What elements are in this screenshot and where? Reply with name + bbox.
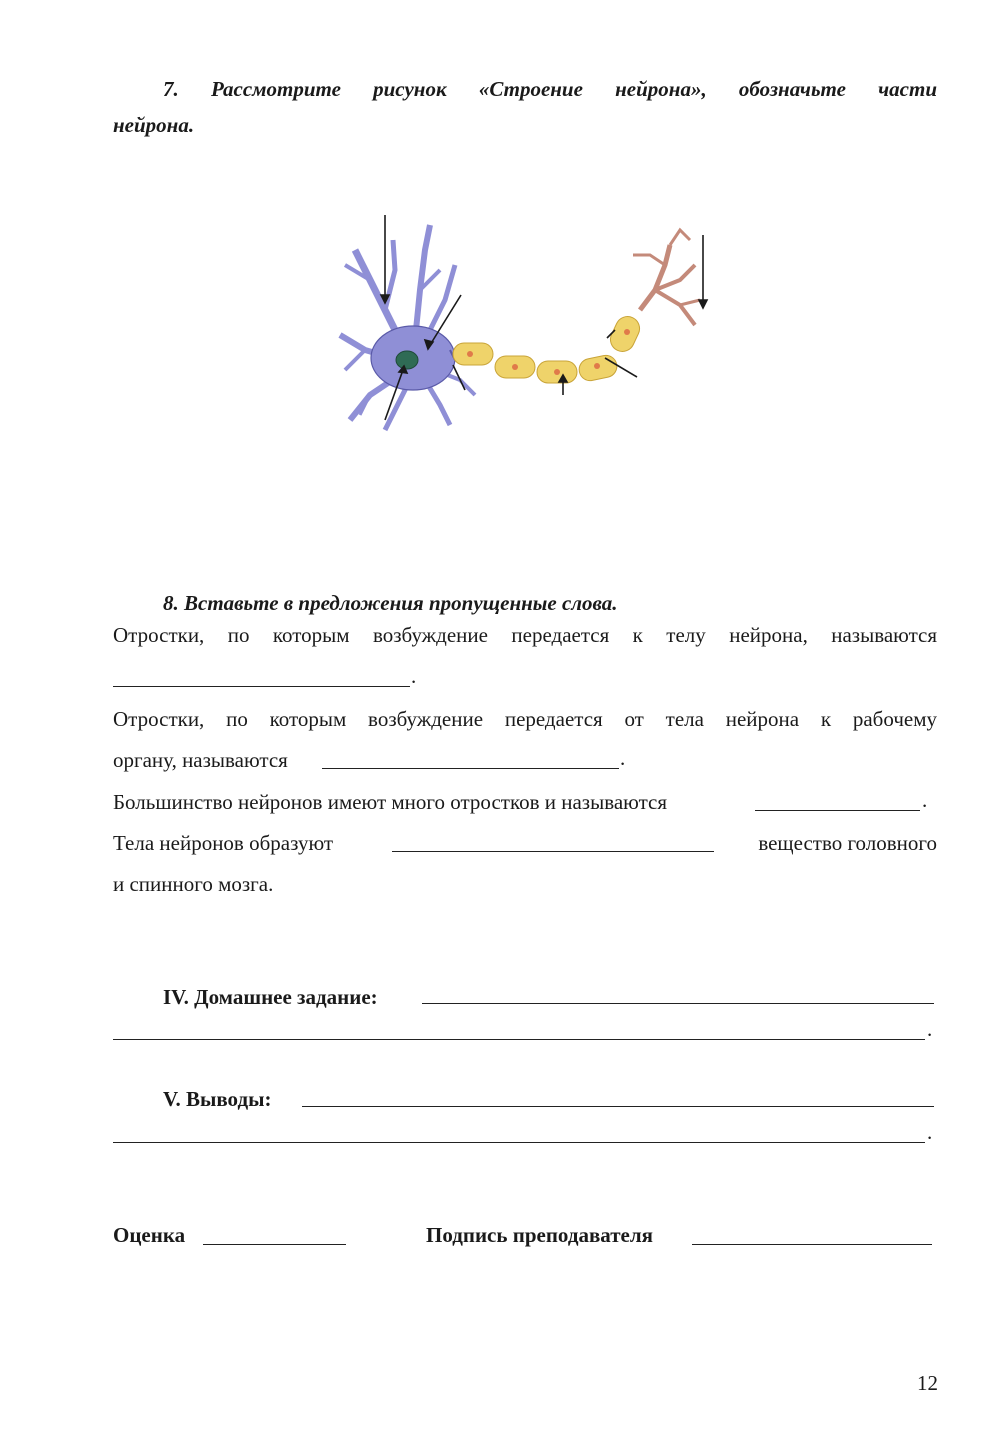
task8-s2-line1: Отростки, по которым возбуждение передается от тела нейрона к рабочему <box>113 707 937 731</box>
task7-line1 <box>113 74 937 104</box>
blank-s2[interactable] <box>322 768 619 769</box>
period-s1: . <box>411 664 417 688</box>
task8-s2-line2 <box>113 745 288 775</box>
task8-title <box>163 588 618 618</box>
task8-s3: Большинство нейронов имеют много отростков и называются <box>113 790 667 814</box>
conclusions-blank-1[interactable] <box>302 1106 934 1107</box>
task7-text-line2: нейрона. <box>113 113 195 137</box>
homework-label: IV. Домашнее задание: <box>163 985 378 1009</box>
task8-s1: Отростки, по которым возбуждение передается к телу нейрона, называются <box>113 623 937 647</box>
grade-label: Оценка <box>113 1223 186 1247</box>
task7-text-line1: Рассмотрите рисунок «Строение нейрона», обозначьте части <box>210 77 937 101</box>
task8-title-text: Вставьте в предложения пропущенные слова. <box>184 591 618 615</box>
conclusions-blank-2[interactable] <box>113 1142 925 1143</box>
signature-blank[interactable] <box>692 1244 932 1245</box>
homework-blank-1[interactable] <box>422 1003 934 1004</box>
task7-heading <box>113 74 937 140</box>
blank-s1[interactable] <box>113 686 410 687</box>
axon-terminals <box>633 230 700 325</box>
nucleus <box>396 351 418 369</box>
blank-s3[interactable] <box>755 810 920 811</box>
task8-s4-prefix: Тела нейронов образуют <box>113 831 334 855</box>
signature-label: Подпись преподавателя <box>426 1223 654 1247</box>
task7-number: 7. <box>163 77 179 101</box>
conclusions-label: V. Выводы: <box>163 1087 272 1111</box>
myelin-sheath <box>453 313 643 383</box>
grade-blank[interactable] <box>203 1244 346 1245</box>
task8-number: 8. <box>163 591 179 615</box>
task8-s2-prefix: органу, называются <box>113 748 288 772</box>
period-s3: . <box>922 788 928 812</box>
task8-s4-line2: и спинного мозга. <box>113 872 274 896</box>
page-number: 12 <box>917 1371 938 1395</box>
period-s2: . <box>620 746 626 770</box>
conclusions-period: . <box>927 1120 933 1144</box>
homework-period: . <box>927 1017 933 1041</box>
task8-s4-suffix: вещество головного <box>758 831 937 855</box>
neuron-figure <box>325 210 725 440</box>
blank-s4[interactable] <box>392 851 714 852</box>
homework-blank-2[interactable] <box>113 1039 925 1040</box>
